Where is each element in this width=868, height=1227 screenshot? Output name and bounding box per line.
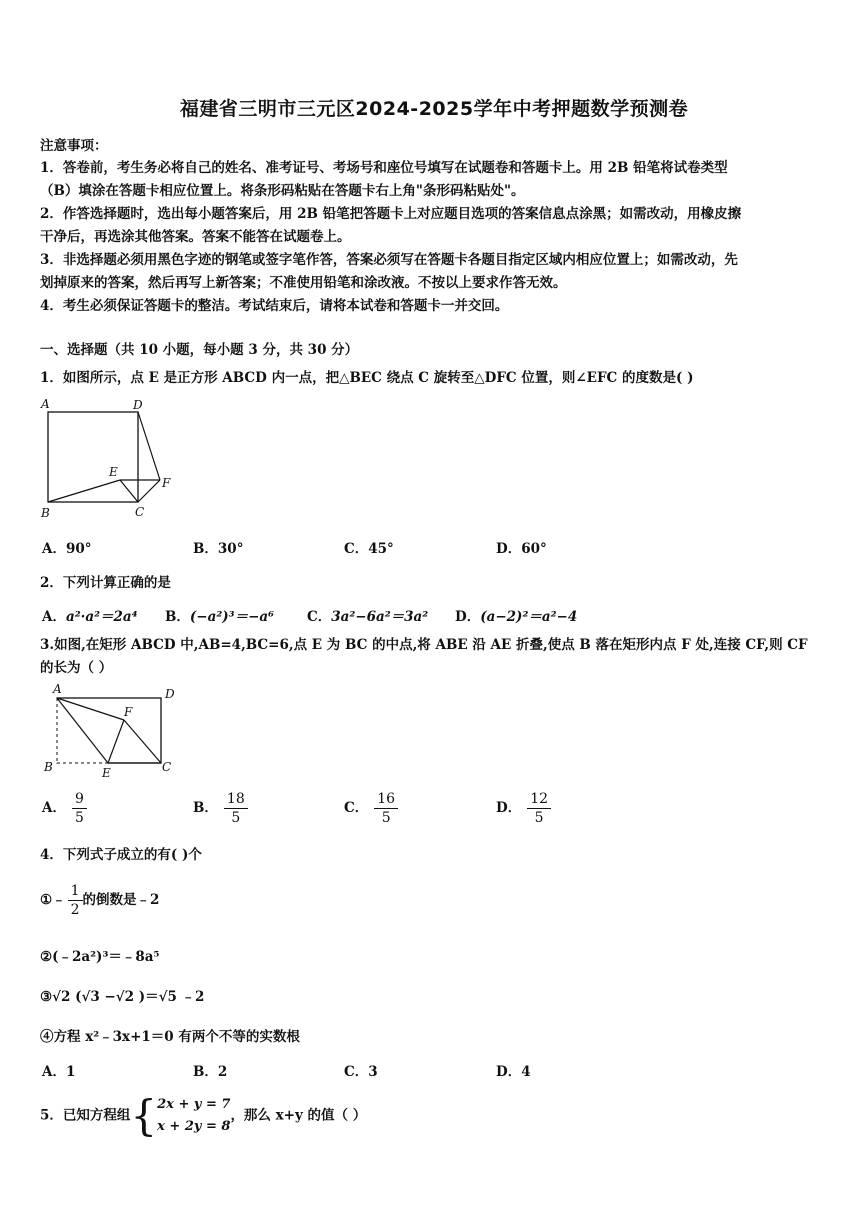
square-rotation-figure [38, 396, 178, 520]
point-label: C [162, 760, 172, 774]
point-label: E [109, 465, 118, 479]
page-title: 福建省三明市三元区2024-2025学年中考押题数学预测卷 [179, 98, 689, 120]
statement-text: √2 (√3 −√2 )＝√5 ﹣2 [52, 989, 205, 1005]
question-5-stem [40, 1091, 367, 1140]
numerator: 12 [527, 790, 551, 809]
option-b[interactable] [165, 605, 274, 625]
numerator: 16 [374, 790, 398, 809]
option-letter: C． [344, 800, 369, 816]
option-b[interactable]: B．2 [193, 1064, 228, 1080]
option-letter: D． [455, 609, 481, 625]
option-letter: A． [42, 609, 66, 625]
question-4-stem: 4．下列式子成立的有( )个 [40, 847, 202, 863]
point-label: F [124, 705, 133, 719]
rectangle-fold-figure [38, 682, 188, 782]
option-expression: (a−2)²＝a²−4 [480, 609, 578, 625]
question-2-stem: 2．下列计算正确的是 [40, 575, 171, 591]
notice-heading: 注意事项： [40, 138, 108, 154]
fraction [72, 790, 87, 827]
option-expression: a²·a²＝2a⁴ [65, 609, 138, 625]
statement-1 [40, 882, 159, 919]
point-label: D [165, 687, 175, 701]
option-c[interactable] [344, 790, 398, 827]
point-label: D [133, 398, 143, 412]
notice-line: 3．非选择题必须用黑色字迹的钢笔或签字笔作答，答案必须写在答题卡各题目指定区域内相应位置上；如需改动，先 [40, 252, 738, 268]
notice-line: （B）填涂在答题卡相应位置上。将条形码粘贴在答题卡右上角"条形码粘贴处"。 [40, 183, 525, 199]
section-heading: 一、选择题（共 10 小题，每小题 3 分，共 30 分） [40, 342, 359, 358]
option-letter: D． [496, 800, 522, 816]
question-5-suffix: ，那么 x+y 的值（ ） [230, 1107, 367, 1124]
statement-text: 的倒数是﹣2 [82, 892, 160, 908]
option-d[interactable] [496, 790, 551, 827]
statement-2 [40, 945, 159, 965]
denominator: 5 [74, 810, 84, 826]
option-expression: 3a²−6a²＝3a² [331, 609, 429, 625]
point-label: C [135, 505, 145, 519]
option-a[interactable] [42, 790, 87, 827]
option-a[interactable]: A．90° [42, 541, 92, 557]
option-d[interactable]: D．4 [496, 1064, 531, 1080]
question-3-stem: 的长为（ ） [40, 660, 113, 676]
notice-line: 4．考生必须保证答题卡的整洁。考试结束后，请将本试卷和答题卡一并交回。 [40, 298, 509, 314]
option-expression: (−a²)³＝−a⁶ [189, 609, 275, 625]
option-letter: A． [42, 800, 66, 816]
option-c[interactable]: C．3 [344, 1064, 378, 1080]
option-letter: B． [193, 800, 218, 816]
statement-marker: ④ [40, 1029, 54, 1045]
point-label: F [162, 476, 171, 490]
equation-1: 2x + y = 7 [157, 1097, 231, 1112]
denominator: 5 [381, 810, 391, 826]
option-c[interactable]: C．45° [344, 541, 394, 557]
point-label: A [41, 397, 50, 411]
question-1-stem: 1．如图所示，点 E 是正方形 ABCD 内一点，把△BEC 绕点 C 旋转至△DFC 位置，则∠EFC 的度数是( ) [40, 370, 694, 386]
statement-prefix: ﹣ [52, 892, 66, 908]
numerator: 1 [68, 882, 83, 901]
point-label: A [53, 682, 62, 696]
fraction [527, 790, 551, 827]
notice-line: 1．答卷前，考生务必将自己的姓名、准考证号、考场号和座位号填写在试题卷和答题卡上。用 2B 铅笔将试卷类型 [40, 160, 728, 176]
statement-4 [40, 1025, 300, 1045]
numerator: 18 [224, 790, 248, 809]
option-a[interactable] [42, 605, 138, 625]
fraction [224, 790, 248, 827]
denominator: 5 [231, 810, 241, 826]
numerator: 9 [72, 790, 87, 809]
denominator: 2 [70, 902, 80, 918]
statement-text: (﹣2a²)³＝﹣8a⁵ [52, 949, 160, 965]
denominator: 5 [534, 810, 544, 826]
fraction [374, 790, 398, 827]
statement-text: 方程 x²﹣3x+1＝0 有两个不等的实数根 [53, 1029, 300, 1045]
option-d[interactable]: D．60° [496, 541, 547, 557]
option-letter: B． [165, 609, 190, 625]
question-3-stem: 3.如图,在矩形 ABCD 中,AB=4,BC=6,点 E 为 BC 的中点,将 ABE 沿 AE 折叠,使点 B 落在矩形内点 F 处,连接 CF,则 CF [40, 637, 808, 653]
point-label: B [44, 760, 53, 774]
option-a[interactable]: A．1 [42, 1064, 76, 1080]
option-b[interactable]: B．30° [193, 541, 244, 557]
statement-marker: ③ [40, 989, 53, 1005]
point-label: B [41, 506, 50, 520]
statement-marker: ② [40, 949, 53, 965]
system-brace: { [130, 1091, 158, 1140]
point-label: E [102, 766, 111, 780]
equation-system [157, 1094, 230, 1138]
question-5-prefix: 5．已知方程组 [40, 1107, 131, 1124]
option-c[interactable] [307, 605, 428, 625]
fraction [68, 882, 83, 919]
option-b[interactable] [193, 790, 248, 827]
notice-line: 划掉原来的答案，然后再写上新答案；不准使用铅笔和涂改液。不按以上要求作答无效。 [40, 275, 567, 291]
statement-marker: ① [40, 892, 53, 908]
option-d[interactable] [455, 605, 577, 625]
notice-line: 干净后，再选涂其他答案。答案不能答在试题卷上。 [40, 229, 351, 245]
statement-3 [40, 985, 204, 1005]
option-letter: C． [307, 609, 332, 625]
equation-2: x + 2y = 8 [157, 1119, 231, 1134]
notice-line: 2．作答选择题时，选出每小题答案后，用 2B 铅笔把答题卡上对应题目选项的答案信息点涂黑；如需改动，用橡皮擦 [40, 206, 742, 222]
